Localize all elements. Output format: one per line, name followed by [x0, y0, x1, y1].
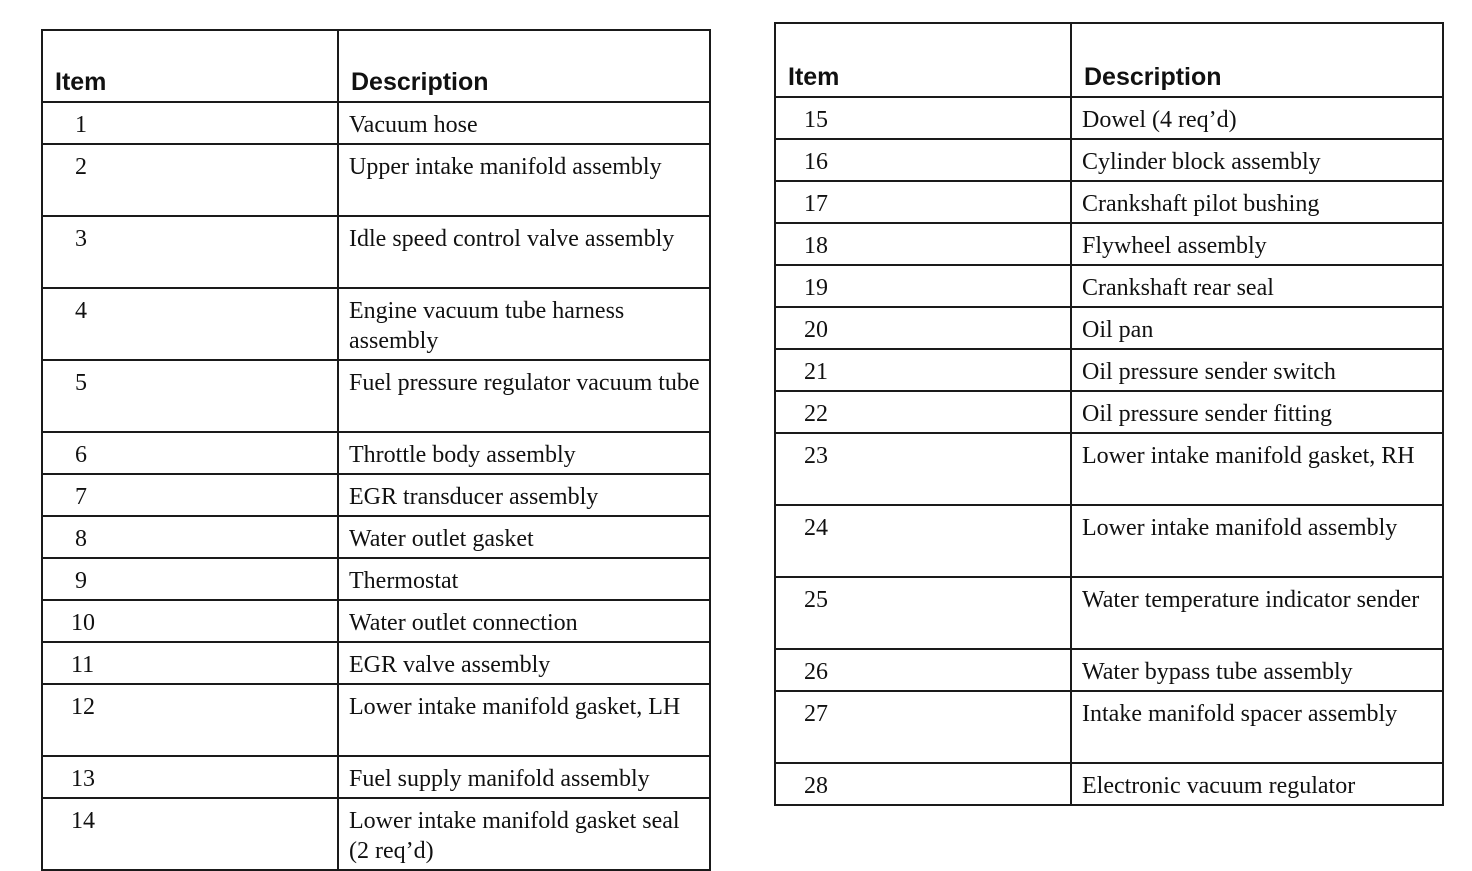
item-description: Oil pressure sender fitting — [1071, 391, 1443, 433]
table-header-row — [42, 30, 710, 102]
item-description: Flywheel assembly — [1071, 223, 1443, 265]
table-row — [42, 144, 710, 216]
item-description: Crankshaft pilot bushing — [1071, 181, 1443, 223]
table-row — [42, 600, 710, 642]
description-column-header: Description — [338, 30, 710, 102]
item-description: Fuel supply manifold assembly — [338, 756, 710, 798]
table-header-row — [775, 23, 1443, 97]
item-description: Lower intake manifold gasket, LH — [338, 684, 710, 756]
item-number: 14 — [42, 798, 338, 870]
table-row — [42, 288, 710, 360]
item-number: 1 — [42, 102, 338, 144]
item-number: 8 — [42, 516, 338, 558]
item-number: 9 — [42, 558, 338, 600]
table-row — [775, 649, 1443, 691]
table-row — [42, 798, 710, 870]
table-row — [42, 516, 710, 558]
table-row — [775, 763, 1443, 805]
item-number: 7 — [42, 474, 338, 516]
table-row — [775, 139, 1443, 181]
item-number: 10 — [42, 600, 338, 642]
description-column-header: Description — [1071, 23, 1443, 97]
item-description: Upper intake manifold assembly — [338, 144, 710, 216]
item-description: EGR transducer assembly — [338, 474, 710, 516]
table-row — [775, 97, 1443, 139]
item-description: Idle speed control valve assembly — [338, 216, 710, 288]
item-number: 22 — [775, 391, 1071, 433]
item-column-header: Item — [775, 23, 1071, 97]
item-description: Water outlet connection — [338, 600, 710, 642]
table-row — [775, 265, 1443, 307]
table-row — [42, 684, 710, 756]
item-number: 21 — [775, 349, 1071, 391]
item-description: Water temperature indicator sender — [1071, 577, 1443, 649]
table-row — [42, 756, 710, 798]
item-number: 15 — [775, 97, 1071, 139]
item-number: 2 — [42, 144, 338, 216]
table-row — [775, 505, 1443, 577]
item-number: 17 — [775, 181, 1071, 223]
table-row — [775, 223, 1443, 265]
table-row — [775, 307, 1443, 349]
table-row — [42, 474, 710, 516]
table-row — [775, 691, 1443, 763]
item-number: 20 — [775, 307, 1071, 349]
item-description: Oil pan — [1071, 307, 1443, 349]
item-description: Water outlet gasket — [338, 516, 710, 558]
item-description: Lower intake manifold assembly — [1071, 505, 1443, 577]
item-description: Lower intake manifold gasket, RH — [1071, 433, 1443, 505]
item-number: 12 — [42, 684, 338, 756]
item-number: 3 — [42, 216, 338, 288]
table-row — [42, 432, 710, 474]
item-description: Engine vacuum tube harness assembly — [338, 288, 710, 360]
item-number: 16 — [775, 139, 1071, 181]
item-description: Cylinder block assembly — [1071, 139, 1443, 181]
item-description: Crankshaft rear seal — [1071, 265, 1443, 307]
item-description: Water bypass tube assembly — [1071, 649, 1443, 691]
item-number: 25 — [775, 577, 1071, 649]
table-row — [775, 391, 1443, 433]
item-number: 26 — [775, 649, 1071, 691]
item-number: 23 — [775, 433, 1071, 505]
item-description: Vacuum hose — [338, 102, 710, 144]
table-row — [775, 433, 1443, 505]
item-description: Throttle body assembly — [338, 432, 710, 474]
item-number: 5 — [42, 360, 338, 432]
item-description: Intake manifold spacer assembly — [1071, 691, 1443, 763]
table-row — [775, 577, 1443, 649]
table-row — [775, 349, 1443, 391]
item-number: 4 — [42, 288, 338, 360]
item-description: Fuel pressure regulator vacuum tube — [338, 360, 710, 432]
table-row — [775, 181, 1443, 223]
item-description: EGR valve assembly — [338, 642, 710, 684]
table-row — [42, 360, 710, 432]
item-number: 18 — [775, 223, 1071, 265]
item-description: Lower intake manifold gasket seal (2 req’d) — [338, 798, 710, 870]
table-row — [42, 642, 710, 684]
table-row — [42, 558, 710, 600]
item-number: 6 — [42, 432, 338, 474]
parts-table-left — [41, 29, 711, 871]
item-description: Oil pressure sender switch — [1071, 349, 1443, 391]
table-row — [42, 216, 710, 288]
item-number: 27 — [775, 691, 1071, 763]
table-row — [42, 102, 710, 144]
item-number: 11 — [42, 642, 338, 684]
item-description: Thermostat — [338, 558, 710, 600]
item-description: Dowel (4 req’d) — [1071, 97, 1443, 139]
parts-table-right — [774, 22, 1444, 806]
item-number: 28 — [775, 763, 1071, 805]
item-number: 19 — [775, 265, 1071, 307]
item-description: Electronic vacuum regulator — [1071, 763, 1443, 805]
item-column-header: Item — [42, 30, 338, 102]
item-number: 24 — [775, 505, 1071, 577]
item-number: 13 — [42, 756, 338, 798]
